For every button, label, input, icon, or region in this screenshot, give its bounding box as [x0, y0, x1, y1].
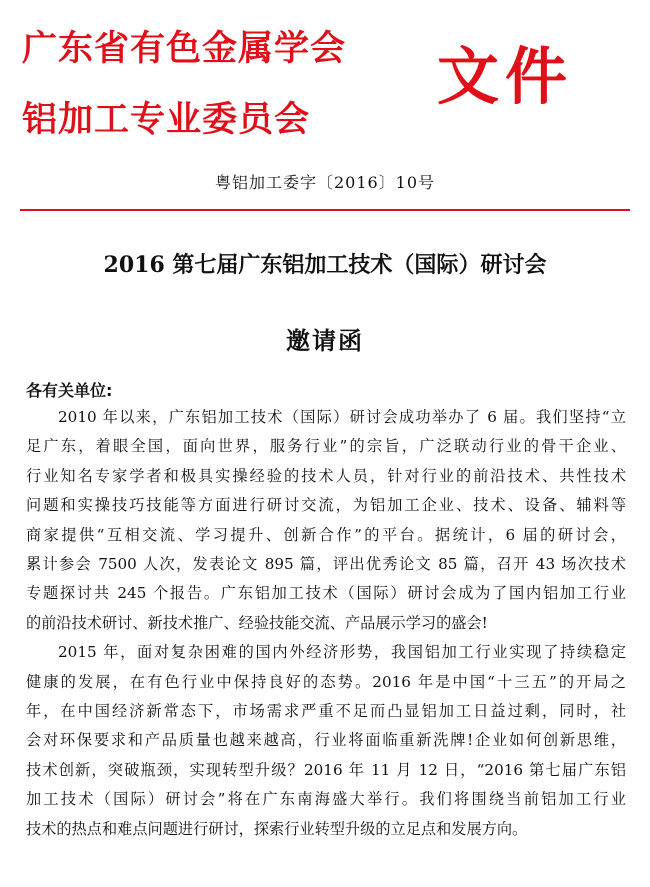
- org-name-line-1: 广东省有色金属学会: [22, 29, 347, 69]
- document-title: 2016 第七届广东铝加工技术（国际）研讨会: [103, 252, 547, 278]
- paragraph-2: [26, 638, 626, 844]
- document-label: 文件: [437, 40, 574, 113]
- document-number: 粤铝加工委字〔2016〕10号: [214, 173, 436, 192]
- paragraph-line: 累计参会 7500 人次，发表论文 895 篇，评出优秀论文 85 篇，召开 43 场次技术: [26, 555, 626, 574]
- paragraph-line: 的前沿技术研讨、新技术推广、经验技能交流、产品展示学习的盛会!: [26, 613, 488, 632]
- paragraph-line: 行业知名专家学者和极具实操经验的技术人员，针对行业的前沿技术、共性技术: [26, 466, 626, 485]
- paragraph-line: 技术的热点和难点问题进行研讨，探索行业转型升级的立足点和发展方向。: [26, 819, 528, 838]
- paragraph-line: 加工技术（国际）研讨会”将在广东南海盛大举行。我们将围绕当前铝加工行业: [26, 790, 626, 809]
- paragraph-line: 专题探讨共 245 个报告。广东铝加工技术（国际）研讨会成为了国内铝加工行业: [26, 584, 626, 603]
- paragraph-line: 2010 年以来，广东铝加工技术（国际）研讨会成功举办了 6 届。我们坚持“立: [58, 408, 626, 426]
- salutation: 各有关单位:: [26, 381, 113, 400]
- red-header-rule: [20, 209, 630, 211]
- org-name-line-2: 铝加工专业委员会: [22, 100, 311, 140]
- paragraph-line: 商家提供“互相交流、学习提升、创新合作”的平台。据统计，6 届的研讨会，: [26, 525, 626, 544]
- paragraph-line: 技术创新，突破瓶颈，实现转型升级？2016 年 11 月 12 日，“2016 第七届广东铝: [26, 760, 626, 779]
- paragraph-line: 问题和实操技巧技能等方面进行研讨交流，为铝加工企业、技术、设备、辅料等: [26, 496, 626, 515]
- paragraph-line: 健康的发展，在有色行业中保持良好的态势。2016 年是中国“十三五”的开局之: [26, 672, 626, 691]
- paragraph-line: 会对环保要求和产品质量也越来越高，行业将面临重新洗牌!企业如何创新思维，: [26, 731, 626, 750]
- paragraph-line: 2015 年，面对复杂困难的国内外经济形势，我国铝加工行业实现了持续稳定: [58, 643, 626, 662]
- paragraph-1: [26, 403, 626, 638]
- paragraph-line: 足广东，着眼全国，面向世界，服务行业”的宗旨，广泛联动行业的骨干企业、: [26, 437, 626, 456]
- paragraph-line: 年，在中国经济新常态下，市场需求严重不足而凸显铝加工日益过剩，同时，社: [26, 702, 626, 721]
- document-subtitle: 邀请函: [286, 326, 364, 355]
- letter-body: [26, 403, 626, 844]
